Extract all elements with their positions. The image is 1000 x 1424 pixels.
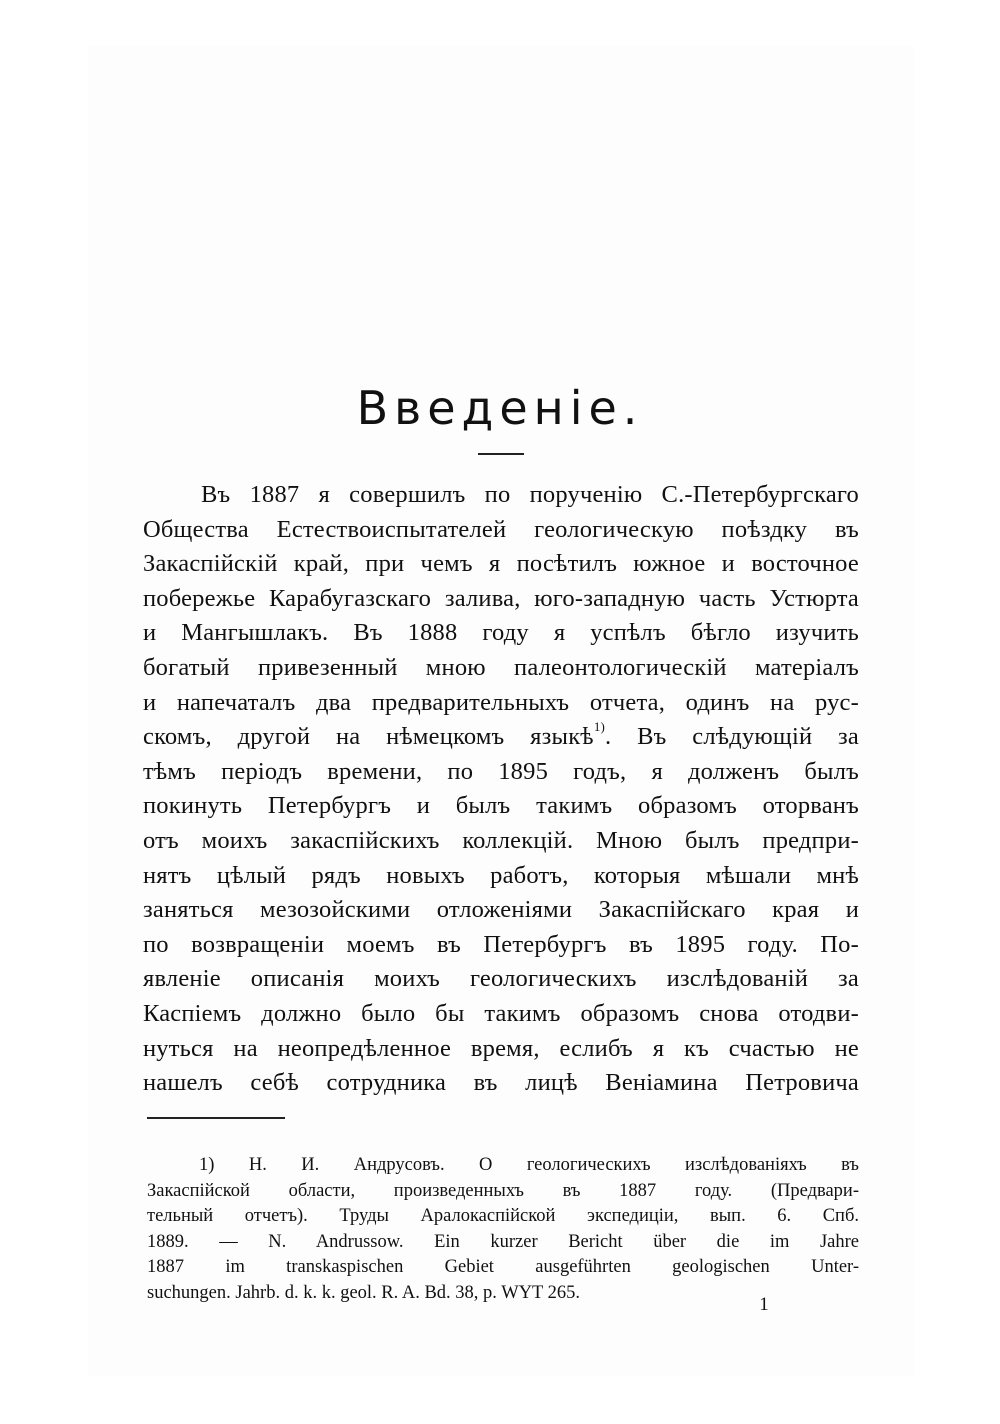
title-divider — [478, 453, 524, 455]
text-line: заняться мезозойскими отложеніями Закаспійскаго края и — [143, 896, 859, 924]
text-line: отъ моихъ закаспійскихъ коллекцій. Мною былъ предпри- — [143, 826, 859, 854]
text-line: и напечаталъ два предварительныхъ отчета, одинъ на рус- — [143, 688, 859, 716]
text-line: нашелъ себѣ сотрудника въ лицѣ Веніамина Петровича — [143, 1069, 859, 1097]
footnote-line: 1) Н. И. Андрусовъ. О геологическихъ изслѣдованіяхъ въ — [199, 1155, 859, 1175]
text-line: нуться на неопредѣленное время, еслибъ я къ счастью не — [143, 1034, 859, 1062]
footnote-line: тельный отчетъ). Труды Аралокаспійской экспедиціи, вып. 6. Спб. — [147, 1206, 859, 1226]
footnote-divider — [147, 1117, 285, 1119]
main-paragraph — [143, 478, 859, 1101]
footnote — [147, 1153, 859, 1306]
page-number: 1 — [759, 1294, 769, 1315]
text-line-end: . Въ слѣдующій за — [605, 723, 860, 751]
text-line: нятъ цѣлый рядъ новыхъ работъ, которыя мѣшали мнѣ — [143, 861, 859, 889]
text-line-start: скомъ, другой на нѣмецкомъ языкѣ — [143, 723, 594, 751]
text-line: Закаспійскій край, при чемъ я посѣтилъ южное и восточное — [143, 550, 859, 578]
page-title: Введеніе. — [356, 381, 644, 435]
text-line: явленіе описанія моихъ геологическихъ изслѣдованій за — [143, 965, 859, 993]
text-line-with-footnote-ref — [143, 720, 859, 755]
text-line: Общества Естествоиспытателей геологическую поѣздку въ — [143, 515, 859, 543]
footnote-ref-marker: 1) — [593, 719, 606, 735]
footnote-line: Закаспійской области, произведенныхъ въ 1887 году. (Предвари- — [147, 1180, 859, 1201]
text-line: богатый привезенный мною палеонтологическій матеріалъ — [143, 653, 859, 681]
text-line: тѣмъ періодъ времени, по 1895 годъ, я долженъ былъ — [143, 757, 859, 785]
footnote-line: 1889. — N. Andrussow. Ein kurzer Bericht über die im Jahre — [147, 1231, 859, 1252]
text-line: по возвращеніи моемъ въ Петербургъ въ 1895 году. По- — [143, 930, 859, 958]
text-line: и Мангышлакъ. Въ 1888 году я успѣлъ бѣгло изучить — [143, 619, 859, 647]
footnote-line: suchungen. Jahrb. d. k. k. geol. R. A. Bd. 38, p. WYT 265. — [147, 1282, 581, 1303]
footnote-line: 1887 im transkaspischen Gebiet ausgeführten geologischen Unter- — [147, 1257, 859, 1277]
text-line: Каспіемъ должно было бы такимъ образомъ снова отодви- — [143, 999, 859, 1027]
text-line: побережье Карабугазскаго залива, юго-западную часть Устюрта — [143, 584, 859, 612]
text-line: покинуть Петербургъ и былъ такимъ образомъ оторванъ — [143, 792, 859, 820]
text-line: Въ 1887 я совершилъ по порученію С.-Петербургскаго — [201, 481, 859, 508]
